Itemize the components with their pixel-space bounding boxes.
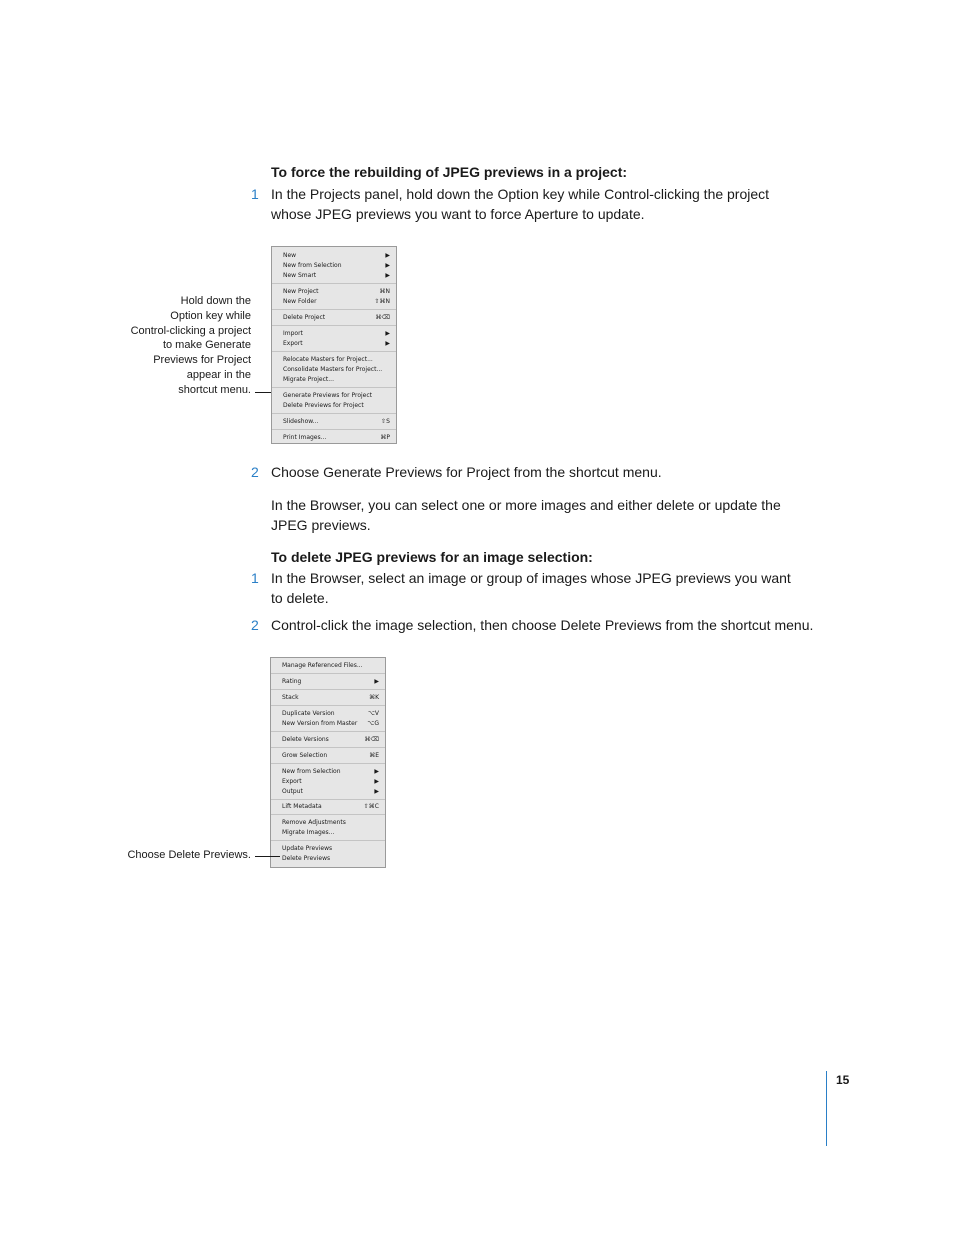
image-shortcut-menu — [270, 657, 386, 868]
step-line: to delete. — [271, 590, 329, 606]
menu-item-label: Grow Selection — [282, 752, 328, 759]
menu-item-label: Lift Metadata — [282, 803, 322, 810]
submenu-arrow-icon: ▶ — [385, 340, 390, 347]
menu-item-label: Delete Previews for Project — [283, 402, 364, 409]
menu-separator — [271, 840, 385, 841]
menu-item-new-folder[interactable] — [283, 297, 390, 307]
menu-item-duplicate-version[interactable] — [282, 709, 379, 719]
menu-item-shortcut: ⌥V — [367, 710, 379, 717]
callout-line: Hold down the — [180, 295, 251, 307]
project-shortcut-menu — [271, 246, 397, 444]
section-heading-delete-previews: To delete JPEG previews for an image selection: — [271, 549, 593, 565]
menu-item-label: Consolidate Masters for Project... — [283, 366, 383, 373]
menu-item-import[interactable] — [283, 329, 390, 339]
callout-delete-previews: Choose Delete Previews. — [127, 849, 251, 861]
menu-separator — [271, 747, 385, 748]
menu-item-label: Migrate Project... — [283, 376, 334, 383]
step-line: whose JPEG previews you want to force Aperture to update. — [271, 206, 645, 222]
step-text — [271, 184, 831, 224]
menu-item-export[interactable] — [283, 339, 390, 349]
menu-separator — [272, 387, 396, 388]
menu-item-relocate-masters[interactable] — [283, 355, 390, 365]
menu-item-label: Export — [282, 778, 302, 785]
callout-line: to make Generate — [162, 339, 251, 352]
step-number: 2 — [251, 617, 259, 633]
menu-item-shortcut: ⌘K — [369, 694, 379, 701]
menu-item-shortcut: ⇧⌘C — [363, 803, 379, 810]
menu-separator — [271, 814, 385, 815]
menu-item-shortcut: ⌘⌫ — [375, 314, 390, 321]
menu-item-shortcut: ⇧⌘N — [374, 298, 390, 305]
callout-line: Option key while — [170, 309, 251, 322]
menu-item-label: Output — [282, 788, 303, 795]
section-heading-force-rebuild: To force the rebuilding of JPEG previews in a project: — [271, 164, 628, 180]
step-line: In the Projects panel, hold down the Option key while Control-clicking the project — [271, 186, 770, 202]
menu-item-new-version-from-master[interactable] — [282, 719, 379, 729]
menu-separator — [272, 413, 396, 414]
menu-item-label: Stack — [282, 694, 299, 701]
menu-item-delete-previews[interactable] — [282, 854, 379, 864]
menu-item-label: Generate Previews for Project — [283, 392, 373, 399]
menu-item-new-from-selection[interactable] — [283, 261, 390, 271]
menu-item-label: Import — [283, 330, 303, 337]
menu-item-label: Print Images... — [283, 434, 327, 441]
menu-item-manage-referenced-files[interactable] — [282, 661, 379, 671]
menu-item-delete-project[interactable] — [283, 313, 390, 323]
menu-item-consolidate-masters[interactable] — [283, 365, 390, 375]
step-text — [271, 568, 831, 608]
menu-separator — [271, 763, 385, 764]
menu-item-shortcut: ⌘E — [369, 752, 379, 759]
submenu-arrow-icon: ▶ — [385, 262, 390, 269]
menu-item-shortcut: ⌘⌫ — [364, 736, 379, 743]
menu-item-delete-previews-project[interactable] — [283, 401, 390, 411]
menu-separator — [272, 325, 396, 326]
callout-line: Previews for Project — [153, 354, 251, 367]
page-number: 15 — [836, 1073, 850, 1087]
menu-item-label: Update Previews — [282, 845, 333, 852]
callout-line: shortcut menu. — [178, 383, 251, 396]
menu-item-shortcut: ⌥G — [367, 720, 379, 727]
menu-item-label: Export — [283, 340, 303, 347]
callout-line: Control-clicking a project — [130, 324, 251, 337]
menu-separator — [272, 429, 396, 430]
paragraph — [271, 495, 831, 535]
menu-separator — [272, 309, 396, 310]
menu-item-new[interactable] — [283, 251, 390, 261]
menu-item-rating[interactable] — [282, 677, 379, 687]
menu-item-label: Delete Versions — [282, 736, 329, 743]
menu-item-generate-previews[interactable] — [283, 391, 390, 401]
step-number: 1 — [251, 186, 259, 202]
submenu-arrow-icon: ▶ — [385, 330, 390, 337]
menu-item-label: Delete Project — [283, 314, 326, 321]
menu-separator — [271, 673, 385, 674]
step-text: Choose Generate Previews for Project from the shortcut menu. — [271, 464, 662, 480]
paragraph-line: JPEG previews. — [271, 517, 371, 533]
menu-item-label: Migrate Images... — [282, 829, 335, 836]
submenu-arrow-icon: ▶ — [374, 778, 379, 785]
menu-item-output[interactable] — [282, 787, 379, 797]
menu-item-label: New — [283, 252, 297, 259]
menu-item-label: Duplicate Version — [282, 710, 335, 717]
menu-item-label: Delete Previews — [282, 855, 331, 862]
menu-item-lift-metadata[interactable] — [282, 802, 379, 812]
menu-item-label: New Folder — [283, 298, 317, 305]
menu-item-new-project[interactable] — [283, 287, 390, 297]
menu-separator — [271, 689, 385, 690]
menu-item-delete-versions[interactable] — [282, 735, 379, 745]
paragraph-line: In the Browser, you can select one or more images and either delete or update the — [271, 497, 781, 513]
menu-item-new-smart[interactable] — [283, 271, 390, 281]
menu-item-label: Remove Adjustments — [282, 819, 346, 826]
menu-item-label: New Project — [283, 288, 319, 295]
menu-item-export[interactable] — [282, 777, 379, 787]
step-number: 2 — [251, 464, 259, 480]
menu-item-shortcut: ⌘P — [380, 434, 390, 441]
menu-item-print-images[interactable] — [283, 433, 390, 443]
menu-item-migrate-project[interactable] — [283, 375, 390, 385]
menu-item-label: Slideshow... — [283, 418, 319, 425]
callout-option-key — [100, 294, 251, 398]
menu-separator — [272, 283, 396, 284]
submenu-arrow-icon: ▶ — [374, 678, 379, 685]
menu-item-new-from-selection[interactable] — [282, 767, 379, 777]
submenu-arrow-icon: ▶ — [374, 768, 379, 775]
menu-item-stack[interactable] — [282, 693, 379, 703]
menu-item-update-previews[interactable] — [282, 844, 379, 854]
menu-separator — [272, 351, 396, 352]
callout-line: appear in the — [186, 368, 251, 381]
menu-item-label: New from Selection — [283, 262, 342, 269]
menu-separator — [271, 705, 385, 706]
submenu-arrow-icon: ▶ — [385, 272, 390, 279]
step-number: 1 — [251, 570, 259, 586]
menu-item-label: New Smart — [283, 272, 317, 279]
menu-item-label: Relocate Masters for Project... — [283, 356, 373, 363]
menu-item-slideshow[interactable] — [283, 417, 390, 427]
menu-item-shortcut: ⇧S — [381, 418, 390, 425]
submenu-arrow-icon: ▶ — [385, 252, 390, 259]
menu-item-label: Rating — [282, 678, 302, 685]
step-line: In the Browser, select an image or group of images whose JPEG previews you want — [271, 570, 791, 586]
menu-item-migrate-images[interactable] — [282, 828, 379, 838]
step-text: Control-click the image selection, then choose Delete Previews from the shortcut menu. — [271, 617, 814, 633]
menu-separator — [271, 731, 385, 732]
menu-item-label: New Version from Master — [282, 720, 358, 727]
menu-separator — [271, 799, 385, 800]
menu-item-label: New from Selection — [282, 768, 341, 775]
submenu-arrow-icon: ▶ — [374, 788, 379, 795]
menu-item-label: Manage Referenced Files... — [282, 662, 363, 669]
menu-item-remove-adjustments[interactable] — [282, 818, 379, 828]
callout-leader-line — [255, 856, 280, 857]
page-margin-rule — [826, 1071, 827, 1146]
menu-item-shortcut: ⌘N — [379, 288, 390, 295]
menu-item-grow-selection[interactable] — [282, 751, 379, 761]
